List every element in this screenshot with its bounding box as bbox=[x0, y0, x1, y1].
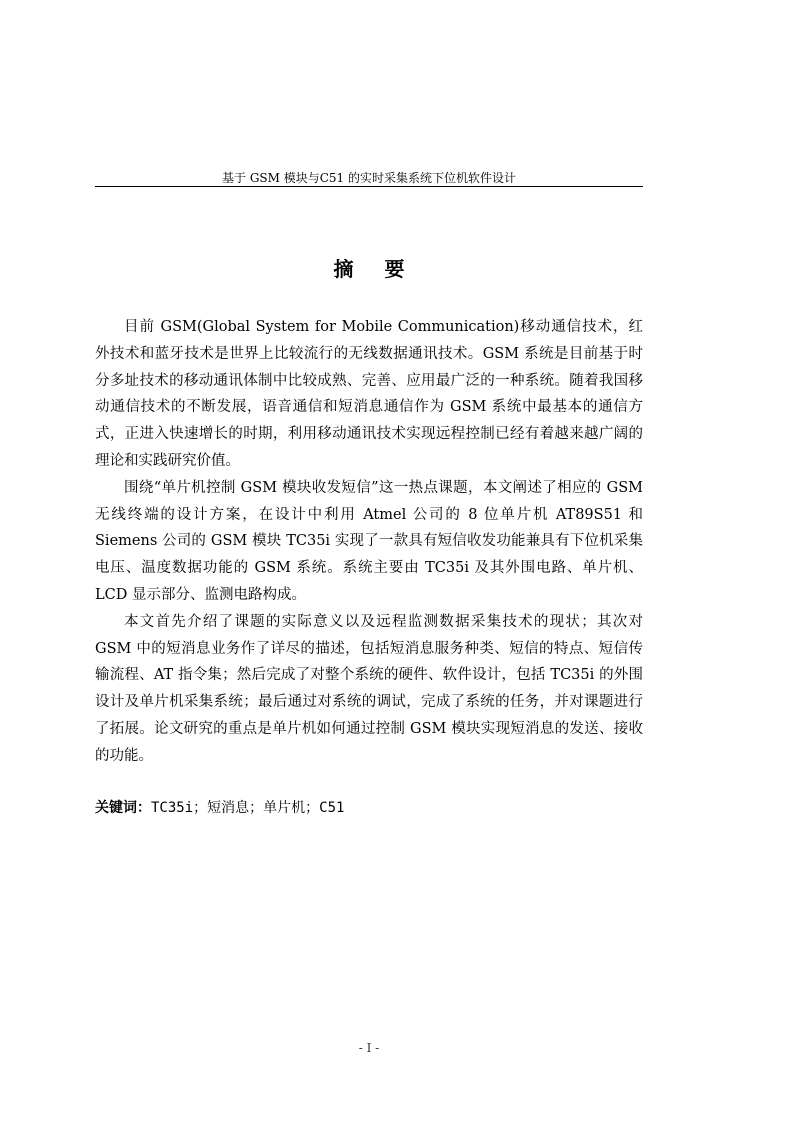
running-header: 基于 GSM 模块与C51 的实时采集系统下位机软件设计 bbox=[222, 171, 516, 185]
page-number: - I - bbox=[358, 1041, 380, 1055]
keywords-label: 关键词： bbox=[95, 800, 151, 816]
header-rule bbox=[95, 186, 643, 187]
keywords-line bbox=[95, 797, 643, 819]
abstract-paragraph-2: 围绕“单片机控制 GSM 模块收发短信”这一热点课题，本文阐述了相应的 GSM 无线终端的设计方案，在设计中利用 Atmel 公司的 8 位单片机 AT89S51 和 Siemens 公司的 GSM 模块 TC35i 实现了一款具有短信收发功能兼具有下位机采集电压、温度数据功能的 GSM 系统。系统主要由 TC35i 及其外围电路、单片机、LCD 显示部分、监测电路构成。 bbox=[95, 479, 643, 603]
abstract-paragraph-3: 本文首先介绍了课题的实际意义以及远程监测数据采集技术的现状；其次对 GSM 中的短消息业务作了详尽的描述，包括短消息服务种类、短信的特点、短信传输流程、AT 指令集；然后完成了对整个系统的硬件、软件设计，包括 TC35i 的外围设计及单片机采集系统；最后通过对系统的调试，完成了系统的任务，并对课题进行了拓展。论文研究的重点是单片机如何通过控制 GSM 模块实现短消息的发送、接收的功能。 bbox=[95, 613, 643, 764]
keywords-values: TC35i；短消息；单片机；C51 bbox=[151, 800, 345, 816]
abstract-paragraph-1: 目前 GSM(Global System for Mobile Communication)移动通信技术，红外技术和蓝牙技术是世界上比较流行的无线数据通讯技术。GSM 系统是目前基于时分多址技术的移动通讯体制中比较成熟、完善、应用最广泛的一种系统。随着我国移动通信技术的不断发展，语音通信和短消息通信作为 GSM 系统中最基本的通信方式，正进入快速增长的时期，利用移动通讯技术实现远程控制已经有着越来越广阔的理论和实践研究价值。 bbox=[95, 319, 643, 469]
abstract-title: 摘 要 bbox=[333, 257, 417, 281]
abstract-body bbox=[95, 314, 643, 770]
